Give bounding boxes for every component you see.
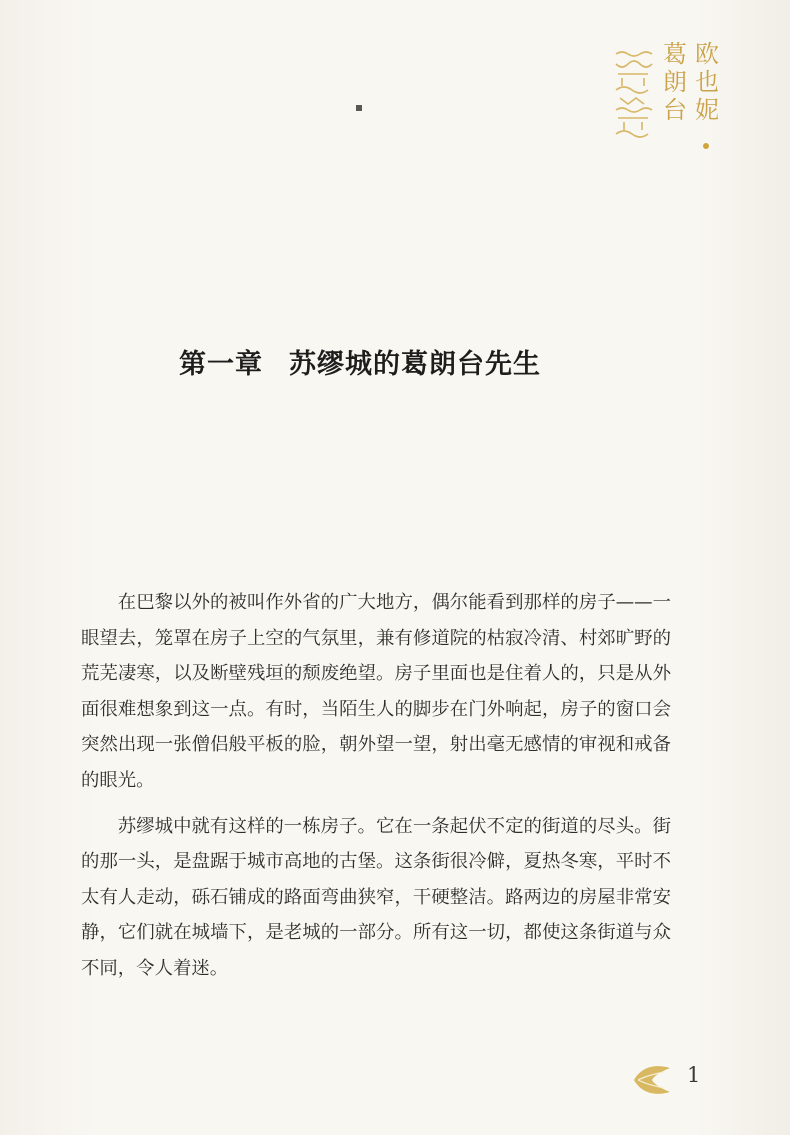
header-dot — [703, 143, 709, 149]
book-char: 朗 — [663, 68, 687, 96]
author-char: 妮 — [695, 96, 719, 124]
author-char: 欧 — [695, 40, 719, 68]
author-name-vertical — [692, 40, 722, 124]
chapter-title — [0, 342, 720, 381]
page-number: 1 — [687, 1063, 701, 1087]
book-char: 葛 — [663, 40, 687, 68]
running-header — [612, 40, 722, 150]
paragraph: 在巴黎以外的被叫作外省的广大地方，偶尔能看到那样的房子——一眼望去，笼罩在房子上空的气氛里，兼有修道院的枯寂冷清、村郊旷野的荒芜凄寒，以及断壁残垣的颓废绝望。房子里面也是住着人的，只是从外面很难想象到这一点。有时，当陌生人的脚步在门外响起，房子的窗口会突然出现一张僧侣般平板的脸，朝外望一望，射出毫无感情的审视和戒备的眼光。 — [81, 592, 671, 791]
chapter-number: 第一章 — [179, 349, 263, 380]
book-name-vertical — [660, 40, 690, 124]
paragraph: 苏缪城中就有这样的一栋房子。它在一条起伏不定的街道的尽头。街的那一头，是盘踞于城市高地的古堡。这条街很冷僻，夏热冬寒，平时不太有人走动，砾石铺成的路面弯曲狭窄，干硬整洁。路两边的房屋非常安静，它们就在城墙下，是老城的一部分。所有这一切，都使这条街道与众不同，令人着迷。 — [81, 815, 671, 979]
author-char: 也 — [695, 68, 719, 96]
print-mark — [356, 105, 362, 111]
book-char: 台 — [663, 96, 687, 124]
leaf-ornament-icon — [632, 1062, 672, 1098]
chapter-name: 苏缪城的葛朗台先生 — [289, 349, 541, 380]
chapter-body — [81, 585, 671, 987]
decorative-pattern-icon — [612, 48, 654, 140]
